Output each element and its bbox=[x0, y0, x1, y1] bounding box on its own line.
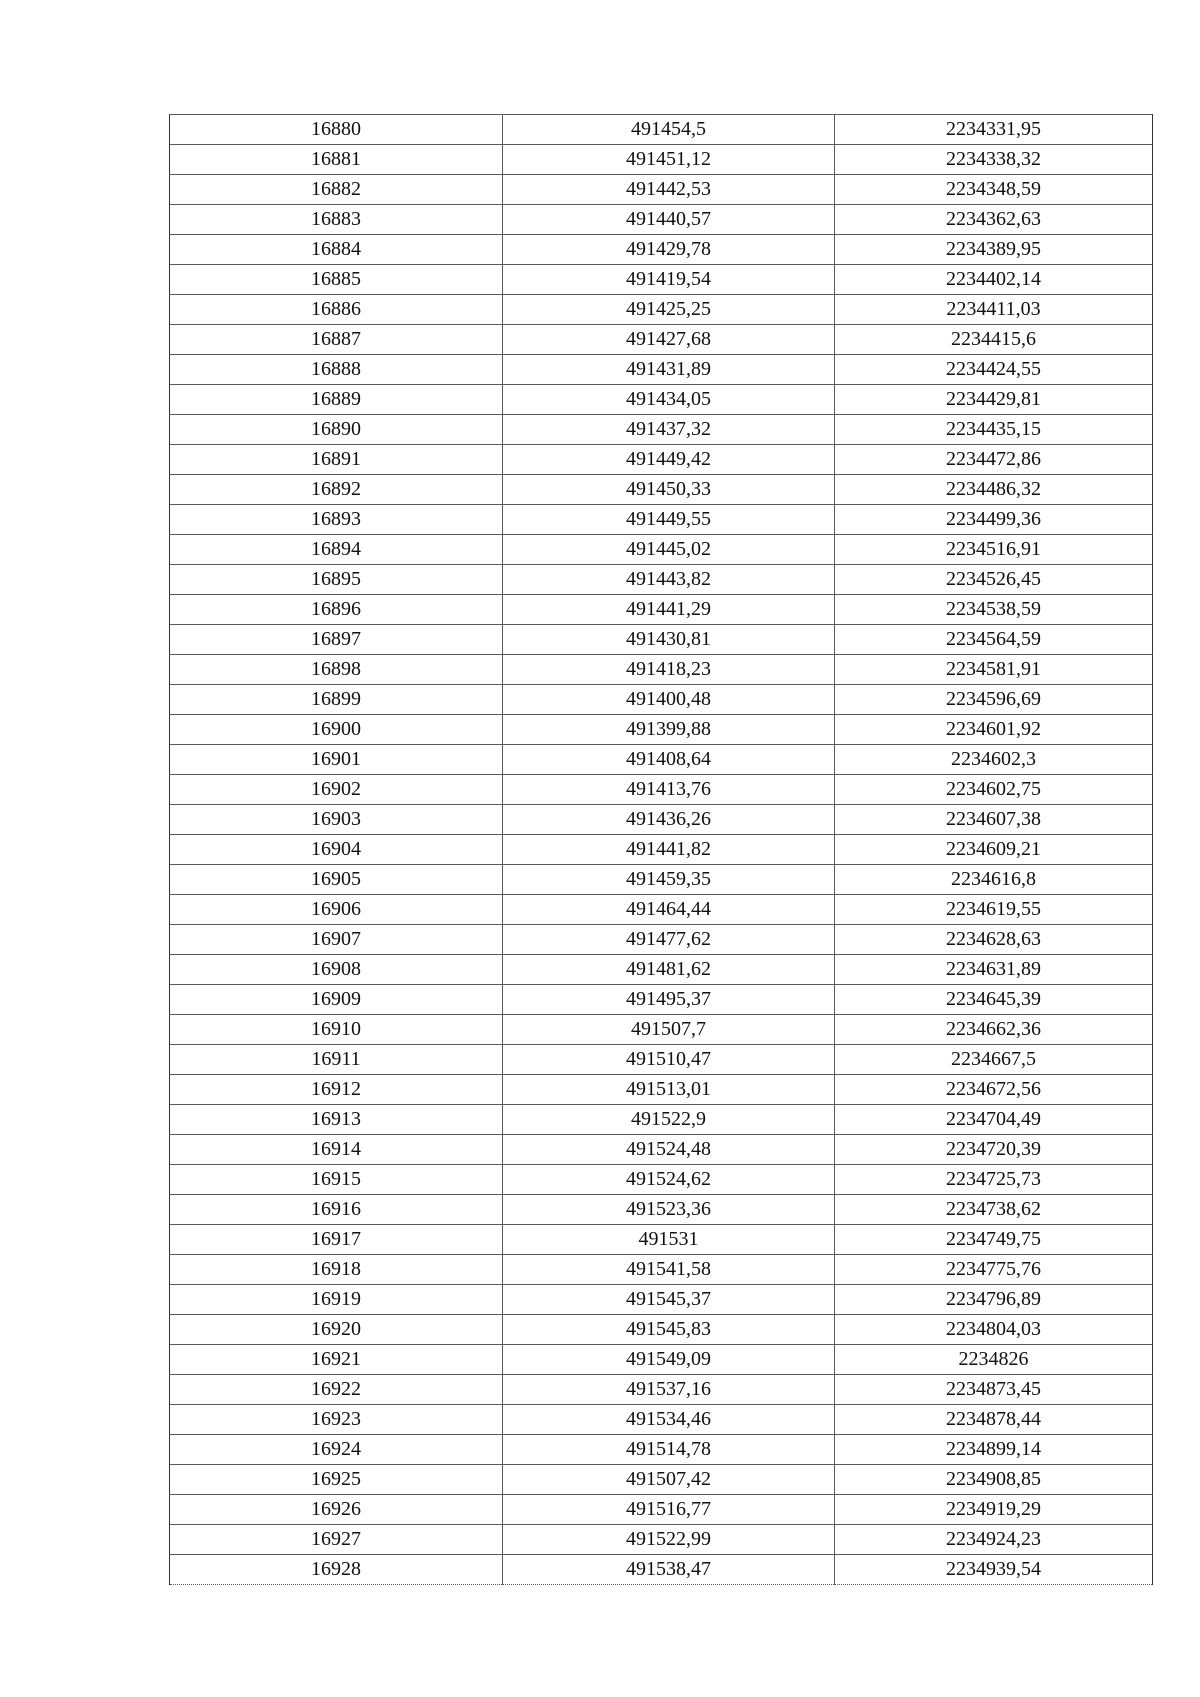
x-coordinate-cell: 491522,9 bbox=[503, 1105, 835, 1135]
y-coordinate-cell: 2234486,32 bbox=[835, 475, 1153, 505]
y-coordinate-cell: 2234362,63 bbox=[835, 205, 1153, 235]
point-number-cell: 16900 bbox=[170, 715, 503, 745]
y-coordinate-cell: 2234878,44 bbox=[835, 1405, 1153, 1435]
table-row bbox=[170, 1525, 1153, 1555]
x-coordinate-cell: 491449,42 bbox=[503, 445, 835, 475]
point-number-cell: 16883 bbox=[170, 205, 503, 235]
x-coordinate-cell: 491541,58 bbox=[503, 1255, 835, 1285]
table-row bbox=[170, 1075, 1153, 1105]
point-number-cell: 16887 bbox=[170, 325, 503, 355]
table-row bbox=[170, 835, 1153, 865]
x-coordinate-cell: 491451,12 bbox=[503, 145, 835, 175]
x-coordinate-cell: 491477,62 bbox=[503, 925, 835, 955]
table-row bbox=[170, 985, 1153, 1015]
table-row bbox=[170, 1105, 1153, 1135]
table-row bbox=[170, 445, 1153, 475]
table-row bbox=[170, 625, 1153, 655]
x-coordinate-cell: 491534,46 bbox=[503, 1405, 835, 1435]
table-row bbox=[170, 1165, 1153, 1195]
y-coordinate-cell: 2234435,15 bbox=[835, 415, 1153, 445]
table-row bbox=[170, 1015, 1153, 1045]
x-coordinate-cell: 491545,37 bbox=[503, 1285, 835, 1315]
point-number-cell: 16914 bbox=[170, 1135, 503, 1165]
x-coordinate-cell: 491524,62 bbox=[503, 1165, 835, 1195]
y-coordinate-cell: 2234631,89 bbox=[835, 955, 1153, 985]
x-coordinate-cell: 491545,83 bbox=[503, 1315, 835, 1345]
x-coordinate-cell: 491510,47 bbox=[503, 1045, 835, 1075]
point-number-cell: 16912 bbox=[170, 1075, 503, 1105]
point-number-cell: 16882 bbox=[170, 175, 503, 205]
table-row bbox=[170, 1555, 1153, 1585]
point-number-cell: 16905 bbox=[170, 865, 503, 895]
table-row bbox=[170, 1345, 1153, 1375]
x-coordinate-cell: 491516,77 bbox=[503, 1495, 835, 1525]
y-coordinate-cell: 2234564,59 bbox=[835, 625, 1153, 655]
table-row bbox=[170, 715, 1153, 745]
x-coordinate-cell: 491425,25 bbox=[503, 295, 835, 325]
point-number-cell: 16899 bbox=[170, 685, 503, 715]
y-coordinate-cell: 2234908,85 bbox=[835, 1465, 1153, 1495]
x-coordinate-cell: 491400,48 bbox=[503, 685, 835, 715]
table-row bbox=[170, 595, 1153, 625]
y-coordinate-cell: 2234424,55 bbox=[835, 355, 1153, 385]
table-row bbox=[170, 1315, 1153, 1345]
x-coordinate-cell: 491531 bbox=[503, 1225, 835, 1255]
point-number-cell: 16925 bbox=[170, 1465, 503, 1495]
x-coordinate-cell: 491431,89 bbox=[503, 355, 835, 385]
y-coordinate-cell: 2234411,03 bbox=[835, 295, 1153, 325]
table-row bbox=[170, 1045, 1153, 1075]
y-coordinate-cell: 2234389,95 bbox=[835, 235, 1153, 265]
point-number-cell: 16906 bbox=[170, 895, 503, 925]
point-number-cell: 16910 bbox=[170, 1015, 503, 1045]
x-coordinate-cell: 491445,02 bbox=[503, 535, 835, 565]
y-coordinate-cell: 2234704,49 bbox=[835, 1105, 1153, 1135]
x-coordinate-cell: 491429,78 bbox=[503, 235, 835, 265]
table-row bbox=[170, 325, 1153, 355]
point-number-cell: 16901 bbox=[170, 745, 503, 775]
x-coordinate-cell: 491454,5 bbox=[503, 115, 835, 145]
point-number-cell: 16888 bbox=[170, 355, 503, 385]
x-coordinate-cell: 491522,99 bbox=[503, 1525, 835, 1555]
x-coordinate-cell: 491436,26 bbox=[503, 805, 835, 835]
y-coordinate-cell: 2234939,54 bbox=[835, 1555, 1153, 1585]
x-coordinate-cell: 491443,82 bbox=[503, 565, 835, 595]
y-coordinate-cell: 2234738,62 bbox=[835, 1195, 1153, 1225]
y-coordinate-cell: 2234609,21 bbox=[835, 835, 1153, 865]
point-number-cell: 16921 bbox=[170, 1345, 503, 1375]
table-row bbox=[170, 235, 1153, 265]
table-row bbox=[170, 1435, 1153, 1465]
x-coordinate-cell: 491430,81 bbox=[503, 625, 835, 655]
y-coordinate-cell: 2234415,6 bbox=[835, 325, 1153, 355]
y-coordinate-cell: 2234804,03 bbox=[835, 1315, 1153, 1345]
coordinates-table bbox=[169, 114, 1153, 1585]
point-number-cell: 16908 bbox=[170, 955, 503, 985]
point-number-cell: 16922 bbox=[170, 1375, 503, 1405]
point-number-cell: 16891 bbox=[170, 445, 503, 475]
table-row bbox=[170, 475, 1153, 505]
x-coordinate-cell: 491538,47 bbox=[503, 1555, 835, 1585]
x-coordinate-cell: 491549,09 bbox=[503, 1345, 835, 1375]
y-coordinate-cell: 2234873,45 bbox=[835, 1375, 1153, 1405]
y-coordinate-cell: 2234526,45 bbox=[835, 565, 1153, 595]
y-coordinate-cell: 2234616,8 bbox=[835, 865, 1153, 895]
x-coordinate-cell: 491537,16 bbox=[503, 1375, 835, 1405]
x-coordinate-cell: 491442,53 bbox=[503, 175, 835, 205]
table-row bbox=[170, 655, 1153, 685]
x-coordinate-cell: 491523,36 bbox=[503, 1195, 835, 1225]
point-number-cell: 16895 bbox=[170, 565, 503, 595]
y-coordinate-cell: 2234899,14 bbox=[835, 1435, 1153, 1465]
y-coordinate-cell: 2234429,81 bbox=[835, 385, 1153, 415]
table-row bbox=[170, 175, 1153, 205]
table-row bbox=[170, 415, 1153, 445]
point-number-cell: 16927 bbox=[170, 1525, 503, 1555]
table-row bbox=[170, 565, 1153, 595]
y-coordinate-cell: 2234645,39 bbox=[835, 985, 1153, 1015]
x-coordinate-cell: 491507,7 bbox=[503, 1015, 835, 1045]
table-row bbox=[170, 145, 1153, 175]
y-coordinate-cell: 2234348,59 bbox=[835, 175, 1153, 205]
point-number-cell: 16907 bbox=[170, 925, 503, 955]
x-coordinate-cell: 491399,88 bbox=[503, 715, 835, 745]
table-row bbox=[170, 385, 1153, 415]
y-coordinate-cell: 2234662,36 bbox=[835, 1015, 1153, 1045]
y-coordinate-cell: 2234924,23 bbox=[835, 1525, 1153, 1555]
table-row bbox=[170, 205, 1153, 235]
x-coordinate-cell: 491481,62 bbox=[503, 955, 835, 985]
y-coordinate-cell: 2234607,38 bbox=[835, 805, 1153, 835]
table-row bbox=[170, 925, 1153, 955]
point-number-cell: 16881 bbox=[170, 145, 503, 175]
point-number-cell: 16915 bbox=[170, 1165, 503, 1195]
y-coordinate-cell: 2234338,32 bbox=[835, 145, 1153, 175]
point-number-cell: 16909 bbox=[170, 985, 503, 1015]
point-number-cell: 16896 bbox=[170, 595, 503, 625]
y-coordinate-cell: 2234796,89 bbox=[835, 1285, 1153, 1315]
y-coordinate-cell: 2234581,91 bbox=[835, 655, 1153, 685]
x-coordinate-cell: 491427,68 bbox=[503, 325, 835, 355]
y-coordinate-cell: 2234602,75 bbox=[835, 775, 1153, 805]
point-number-cell: 16893 bbox=[170, 505, 503, 535]
table-row bbox=[170, 295, 1153, 325]
x-coordinate-cell: 491459,35 bbox=[503, 865, 835, 895]
point-number-cell: 16898 bbox=[170, 655, 503, 685]
table-row bbox=[170, 1375, 1153, 1405]
point-number-cell: 16923 bbox=[170, 1405, 503, 1435]
y-coordinate-cell: 2234826 bbox=[835, 1345, 1153, 1375]
x-coordinate-cell: 491449,55 bbox=[503, 505, 835, 535]
y-coordinate-cell: 2234720,39 bbox=[835, 1135, 1153, 1165]
point-number-cell: 16894 bbox=[170, 535, 503, 565]
y-coordinate-cell: 2234499,36 bbox=[835, 505, 1153, 535]
table-row bbox=[170, 895, 1153, 925]
table-row bbox=[170, 265, 1153, 295]
y-coordinate-cell: 2234672,56 bbox=[835, 1075, 1153, 1105]
x-coordinate-cell: 491413,76 bbox=[503, 775, 835, 805]
point-number-cell: 16902 bbox=[170, 775, 503, 805]
point-number-cell: 16885 bbox=[170, 265, 503, 295]
point-number-cell: 16924 bbox=[170, 1435, 503, 1465]
x-coordinate-cell: 491441,29 bbox=[503, 595, 835, 625]
x-coordinate-cell: 491418,23 bbox=[503, 655, 835, 685]
table-row bbox=[170, 1285, 1153, 1315]
table-row bbox=[170, 865, 1153, 895]
x-coordinate-cell: 491441,82 bbox=[503, 835, 835, 865]
x-coordinate-cell: 491514,78 bbox=[503, 1435, 835, 1465]
point-number-cell: 16926 bbox=[170, 1495, 503, 1525]
y-coordinate-cell: 2234919,29 bbox=[835, 1495, 1153, 1525]
table-row bbox=[170, 685, 1153, 715]
point-number-cell: 16892 bbox=[170, 475, 503, 505]
point-number-cell: 16886 bbox=[170, 295, 503, 325]
x-coordinate-cell: 491440,57 bbox=[503, 205, 835, 235]
y-coordinate-cell: 2234472,86 bbox=[835, 445, 1153, 475]
x-coordinate-cell: 491450,33 bbox=[503, 475, 835, 505]
y-coordinate-cell: 2234619,55 bbox=[835, 895, 1153, 925]
y-coordinate-cell: 2234331,95 bbox=[835, 115, 1153, 145]
x-coordinate-cell: 491464,44 bbox=[503, 895, 835, 925]
point-number-cell: 16918 bbox=[170, 1255, 503, 1285]
point-number-cell: 16916 bbox=[170, 1195, 503, 1225]
table-row bbox=[170, 1195, 1153, 1225]
table-row bbox=[170, 115, 1153, 145]
point-number-cell: 16903 bbox=[170, 805, 503, 835]
x-coordinate-cell: 491507,42 bbox=[503, 1465, 835, 1495]
y-coordinate-cell: 2234601,92 bbox=[835, 715, 1153, 745]
point-number-cell: 16884 bbox=[170, 235, 503, 265]
y-coordinate-cell: 2234538,59 bbox=[835, 595, 1153, 625]
table-row bbox=[170, 955, 1153, 985]
table-row bbox=[170, 1405, 1153, 1435]
y-coordinate-cell: 2234602,3 bbox=[835, 745, 1153, 775]
y-coordinate-cell: 2234725,73 bbox=[835, 1165, 1153, 1195]
x-coordinate-cell: 491434,05 bbox=[503, 385, 835, 415]
y-coordinate-cell: 2234596,69 bbox=[835, 685, 1153, 715]
x-coordinate-cell: 491408,64 bbox=[503, 745, 835, 775]
coordinates-table-body bbox=[170, 115, 1153, 1585]
point-number-cell: 16919 bbox=[170, 1285, 503, 1315]
y-coordinate-cell: 2234402,14 bbox=[835, 265, 1153, 295]
point-number-cell: 16928 bbox=[170, 1555, 503, 1585]
table-row bbox=[170, 1495, 1153, 1525]
point-number-cell: 16890 bbox=[170, 415, 503, 445]
y-coordinate-cell: 2234775,76 bbox=[835, 1255, 1153, 1285]
point-number-cell: 16897 bbox=[170, 625, 503, 655]
table-row bbox=[170, 535, 1153, 565]
table-row bbox=[170, 1135, 1153, 1165]
x-coordinate-cell: 491495,37 bbox=[503, 985, 835, 1015]
point-number-cell: 16889 bbox=[170, 385, 503, 415]
point-number-cell: 16920 bbox=[170, 1315, 503, 1345]
table-row bbox=[170, 505, 1153, 535]
table-row bbox=[170, 805, 1153, 835]
x-coordinate-cell: 491524,48 bbox=[503, 1135, 835, 1165]
table-row bbox=[170, 1465, 1153, 1495]
y-coordinate-cell: 2234516,91 bbox=[835, 535, 1153, 565]
point-number-cell: 16917 bbox=[170, 1225, 503, 1255]
point-number-cell: 16904 bbox=[170, 835, 503, 865]
table-row bbox=[170, 775, 1153, 805]
y-coordinate-cell: 2234667,5 bbox=[835, 1045, 1153, 1075]
y-coordinate-cell: 2234628,63 bbox=[835, 925, 1153, 955]
table-row bbox=[170, 355, 1153, 385]
x-coordinate-cell: 491437,32 bbox=[503, 415, 835, 445]
x-coordinate-cell: 491513,01 bbox=[503, 1075, 835, 1105]
point-number-cell: 16911 bbox=[170, 1045, 503, 1075]
y-coordinate-cell: 2234749,75 bbox=[835, 1225, 1153, 1255]
point-number-cell: 16880 bbox=[170, 115, 503, 145]
table-row bbox=[170, 745, 1153, 775]
table-row bbox=[170, 1255, 1153, 1285]
x-coordinate-cell: 491419,54 bbox=[503, 265, 835, 295]
table-row bbox=[170, 1225, 1153, 1255]
point-number-cell: 16913 bbox=[170, 1105, 503, 1135]
